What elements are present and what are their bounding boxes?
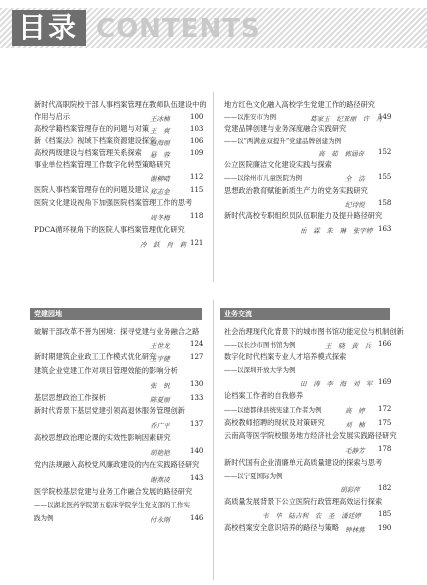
- column-divider-top: [213, 92, 214, 282]
- toc-page: 182: [378, 484, 392, 492]
- toc-title[interactable]: 公立医院廉洁文化建设实践与探索: [224, 160, 332, 169]
- toc-page: 130: [190, 380, 204, 388]
- toc-page: 158: [378, 199, 392, 207]
- toc-author: 乔广平: [150, 422, 170, 430]
- toc-page: 178: [378, 445, 392, 453]
- toc-title[interactable]: 建筑企业党建工作对项目管理效能的影响分析: [34, 366, 178, 375]
- toc-author: 付永刚: [150, 516, 170, 524]
- toc-subtitle: ——以德都律县统宪建工作者为例: [224, 406, 322, 414]
- toc-author: 韦 华 陆吉利 农 圣 潘廷婷: [262, 512, 361, 520]
- toc-author: 悬 蓉: [150, 151, 170, 159]
- toc-author: 王 晓 黄 兵: [325, 342, 372, 350]
- toc-subtitle: ——以徐州市儿童医院为例: [224, 174, 302, 182]
- toc-title[interactable]: 地方红色文化融入高校学生党建工作的路径研究: [224, 100, 375, 109]
- toc-title[interactable]: 高校两级建设与档案管理关系探索: [34, 148, 142, 157]
- column-divider-bottom: [213, 300, 214, 580]
- toc-author: 胡艳艳: [150, 449, 170, 457]
- toc-title[interactable]: 新时代高职院校干部人事档案管理在教师队伍建设中的: [34, 100, 207, 109]
- toc-page: 155: [378, 173, 392, 181]
- toc-page: 146: [190, 514, 204, 522]
- toc-author: 高 茹 郭涵奇: [318, 150, 365, 158]
- toc-page: 140: [190, 447, 204, 455]
- toc-author: 胡彩萍: [340, 486, 360, 494]
- toc-subtitle: ——以长沙市图书馆为例: [224, 341, 296, 349]
- toc-author: 田 涛 李 海 刘 军: [300, 380, 373, 388]
- toc-page: 163: [378, 225, 392, 233]
- toc-subtitle: ——以深圳开放大学为例: [224, 366, 296, 374]
- toc-author: 高 婷: [345, 407, 365, 415]
- toc-page: 121: [190, 239, 204, 247]
- toc-author: 王冰楠: [150, 115, 170, 123]
- toc-title[interactable]: 高质量发展背景下公立医院行政管理高效运行探索: [224, 497, 383, 506]
- toc-author: 纪诗悦: [345, 201, 365, 209]
- toc-title[interactable]: PDCA循环视角下的医院人事档案管理优化研究: [34, 225, 185, 234]
- toc-page: 190: [378, 524, 392, 532]
- page-title: 目录: [18, 11, 79, 44]
- toc-subtitle: 践为例: [34, 514, 54, 522]
- toc-page: 137: [190, 420, 204, 428]
- toc-title[interactable]: 医院人事档案管理存在的问题及建议: [34, 185, 150, 194]
- toc-author: 王世龙: [150, 342, 170, 350]
- toc-title[interactable]: 医院文化建设视角下加强医院档案管理工作的思考: [34, 198, 193, 207]
- toc-subtitle: ——以湖北医药学院第五临床学院学生党支部的工作实: [34, 501, 190, 509]
- toc-title[interactable]: 新时代背景下基层党建引领高退休服务管理创新: [34, 406, 185, 415]
- section-label-left: 党建园地: [34, 310, 62, 318]
- toc-author: 赵海丽: [150, 139, 170, 147]
- toc-page: 109: [190, 149, 204, 157]
- toc-title[interactable]: 高校学籍档案管理存在的问题与对策: [34, 124, 150, 133]
- toc-title[interactable]: 高校思想政治理论课的实效性影响因素研究: [34, 433, 171, 442]
- toc-title[interactable]: 基层思想政治工作探析: [34, 393, 106, 402]
- toc-page: 172: [378, 405, 392, 413]
- toc-page: 149: [378, 113, 392, 121]
- toc-author: 钟林燕: [345, 526, 365, 534]
- toc-author: 王宇健: [150, 355, 170, 363]
- toc-author: 张 钒: [150, 382, 170, 390]
- toc-author: 葛家玉 纪亚丽 许 月: [310, 115, 383, 123]
- toc-subtitle: ——以“两满意双提升”党建品牌创建为例: [224, 137, 342, 145]
- header: [0, 0, 427, 50]
- toc-title[interactable]: 云南高等医学院校服务地方经济社会发展实践路径研究: [224, 431, 397, 440]
- toc-subtitle: ——以淮安市为例: [224, 113, 276, 121]
- toc-title[interactable]: 数字化时代档案专业人才培养模式探索: [224, 352, 347, 361]
- toc-page: 115: [190, 186, 204, 194]
- section-label-right: 业务交流: [224, 310, 252, 318]
- toc-page: 152: [378, 148, 392, 156]
- toc-author: 毛静芳: [345, 447, 365, 455]
- toc-title[interactable]: 医学院校基层党建与业务工作融合发展的路径研究: [34, 487, 193, 496]
- toc-subtitle: ——以宁夏国际为例: [224, 472, 283, 480]
- toc-page: 112: [190, 173, 204, 181]
- toc-page: 100: [190, 113, 204, 121]
- toc-page: 185: [378, 510, 392, 518]
- toc-title[interactable]: 新时期建筑企业政工工作模式优化研究: [34, 352, 157, 361]
- toc-page: 106: [190, 137, 204, 145]
- toc-page: 124: [190, 340, 204, 348]
- toc-page: 133: [190, 394, 204, 402]
- toc-author: 谢柳晴: [150, 175, 170, 183]
- toc-title[interactable]: 新时代高校专职组织员队伍职能力及提升路径研究: [224, 211, 383, 220]
- toc-author: 谢燕凌: [150, 476, 170, 484]
- toc-title[interactable]: 社会治理现代化背景下的城市图书馆功能定位与机制创新: [224, 327, 404, 336]
- toc-title[interactable]: 破解干部改革不善为困境：探寻党建与业务融合之路: [34, 327, 200, 336]
- toc-author: 王 爽: [150, 127, 170, 135]
- toc-page: 175: [378, 419, 392, 427]
- toc-title[interactable]: 事业单位档案管理工作数字化转型策略研究: [34, 160, 171, 169]
- toc-title[interactable]: 高校档案安全意识培养的路径与策略: [224, 523, 340, 532]
- toc-author: 全 浩: [345, 175, 365, 183]
- toc-author: 冷 跃 肖 莉: [140, 241, 187, 249]
- toc-page: 103: [190, 125, 204, 133]
- toc-title[interactable]: 新时代国有企业清廉单元高质量建设的探索与思考: [224, 458, 383, 467]
- toc-title[interactable]: 作用与启示: [34, 112, 70, 121]
- toc-author: 岳 霖 朱 琳 张宇婷: [300, 227, 373, 235]
- toc-title[interactable]: 党内法规融入高校党风廉政建设的内在实践路径研究: [34, 460, 200, 469]
- toc-author: 周冬梅: [150, 214, 170, 222]
- toc-author: 刘 楠: [345, 421, 365, 429]
- toc-page: 118: [190, 212, 204, 220]
- toc-author: 陈夏丽: [150, 396, 170, 404]
- toc-title[interactable]: 新《档案法》视域下档案资源建设探究: [34, 136, 157, 145]
- toc-title[interactable]: 思想政治教育赋能新质生产力的党务实践研究: [224, 186, 368, 195]
- toc-page: 143: [190, 474, 204, 482]
- toc-title[interactable]: 党建品牌创建与业务深度融合实践研究: [224, 124, 347, 133]
- toc-author: 郑志金: [150, 188, 170, 196]
- toc-page: 127: [190, 353, 204, 361]
- toc-title[interactable]: 高校教师招聘的现状及对策研究: [224, 418, 325, 427]
- page-title-en: CONTENTS: [96, 14, 261, 44]
- toc-page: 166: [378, 340, 392, 348]
- toc-title[interactable]: 论档案工作者的自我修养: [224, 391, 304, 400]
- toc-page: 169: [378, 378, 392, 386]
